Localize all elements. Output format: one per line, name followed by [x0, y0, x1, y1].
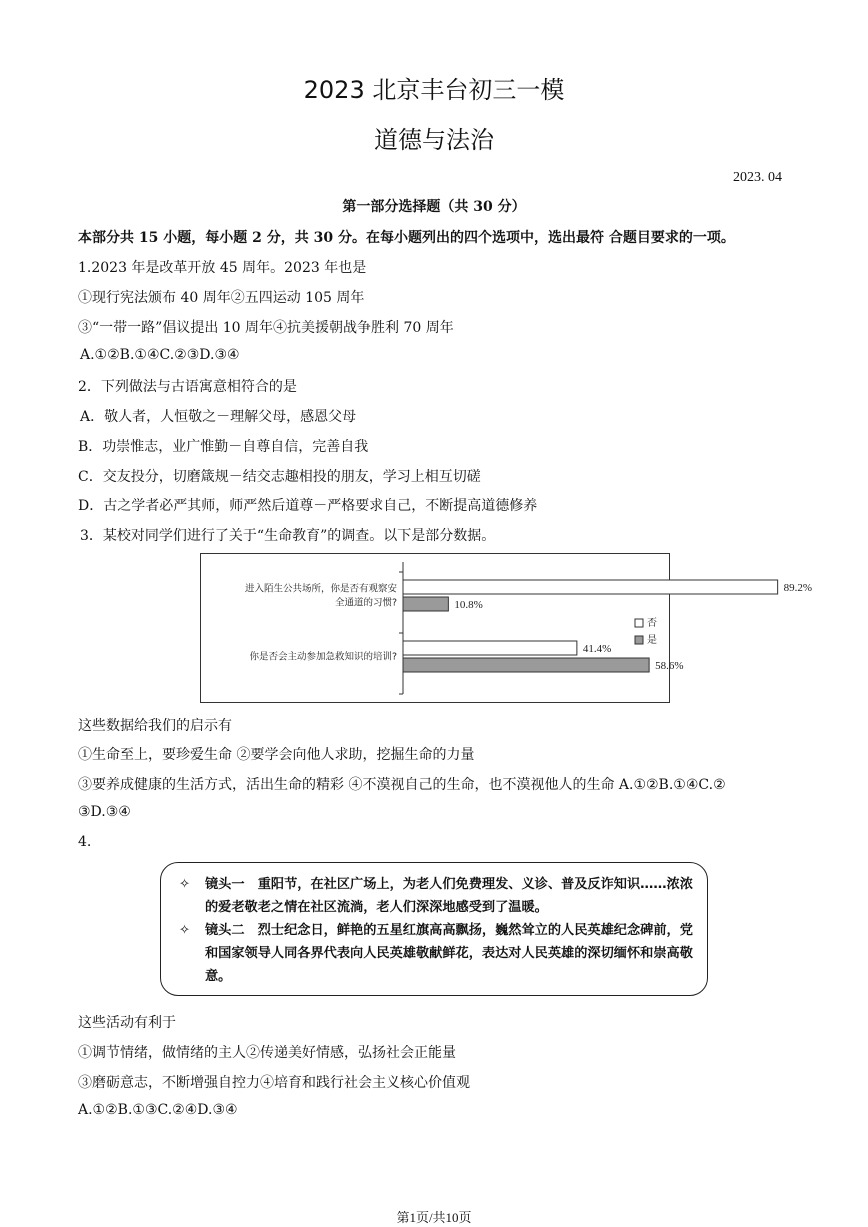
exam-date: 2023. 04: [733, 170, 782, 185]
category-label: 全通道的习惯?: [334, 597, 397, 609]
q1-stem: 1.2023 年是改革开放 45 周年。2023 年也是: [78, 260, 367, 276]
q3-stem: 3．某校对同学们进行了关于“生命教育”的调查。以下是部分数据。: [80, 528, 496, 544]
subject-title: 道德与法治: [374, 126, 494, 154]
legend-label: 否: [647, 618, 657, 629]
q2-stem: 2．下列做法与古语寓意相符合的是: [78, 379, 297, 395]
q4-choices: A.①②B.①③C.②④D.③④: [78, 1102, 238, 1118]
q2-option-c: C．交友投分，切磨箴规－结交志趣相投的朋友，学习上相互切磋: [78, 469, 481, 485]
page-footer: 第1页/共10页: [396, 1210, 472, 1225]
q3-options-line2: ③要养成健康的生活方式，活出生命的精彩 ④不漠视自己的生命，也不漠视他人的生命 A.①②B.①④C.②: [78, 777, 726, 793]
q4-after-box: 这些活动有利于: [78, 1015, 176, 1031]
q2-option-d: D．古之学者必严其师，师严然后道尊－严格要求自己，不断提高道德修养: [78, 498, 538, 514]
bar-value-label: 10.8%: [454, 599, 483, 611]
exam-title: 2023 北京丰台初三一模: [303, 76, 565, 104]
chart-canvas: [201, 554, 813, 702]
survey-bar-chart: [200, 553, 813, 703]
q3-after-chart: 这些数据给我们的启示有: [78, 718, 232, 734]
legend-swatch-否: [635, 619, 643, 627]
bar-否: [403, 641, 577, 655]
diamond-bullet-icon: ✧: [179, 877, 191, 892]
q2-option-a: A．敬人者，人恒敬之－理解父母，感恩父母: [80, 409, 357, 425]
q1-options-line2: ③“一带一路”倡议提出 10 周年④抗美援朝战争胜利 70 周年: [78, 320, 454, 336]
bar-value-label: 41.4%: [582, 643, 612, 655]
legend-swatch-是: [635, 636, 643, 644]
bar-是: [403, 658, 649, 672]
scene-two: [179, 919, 699, 988]
scene-one: [179, 873, 699, 919]
q1-choices: A.①②B.①④C.②③D.③④: [80, 347, 240, 363]
bar-value-label: 89.2%: [783, 582, 813, 594]
q3-options-line1: ①生命至上，要珍爱生命 ②要学会向他人求助，挖掘生命的力量: [78, 747, 475, 763]
diamond-bullet-icon: ✧: [179, 923, 191, 938]
scene-one-text: 镜头一 重阳节，在社区广场上，为老人们免费理发、义诊、普及反诈知识……浓浓的爱老敬老之情在社区流淌，老人们深深地感受到了温暖。: [205, 877, 693, 915]
scene-two-text: 镜头二 烈士纪念日，鲜艳的五星红旗高高飘扬，巍然耸立的人民英雄纪念碑前，党和国家领导人同各界代表向人民英雄敬献鲜花，表达对人民英雄的深切缅怀和崇高敬意。: [205, 923, 693, 984]
bar-否: [403, 580, 778, 594]
section-instructions: 本部分共 15 小题，每小题 2 分，共 30 分。在每小题列出的四个选项中，选出最符 合题目要求的一项。: [78, 230, 735, 246]
q4-options-line1: ①调节情绪，做情绪的主人②传递美好情感，弘扬社会正能量: [78, 1045, 456, 1061]
bar-是: [403, 597, 448, 611]
category-label: 进入陌生公共场所，你是否有观察安: [244, 583, 397, 595]
bar-value-label: 58.6%: [655, 660, 684, 672]
category-label: 你是否会主动参加急救知识的培训?: [249, 651, 397, 663]
q3-options-line3: ③D.③④: [78, 804, 131, 820]
section-title: 第一部分选择题（共 30 分）: [342, 199, 526, 215]
q4-options-line2: ③磨砺意志，不断增强自控力④培育和践行社会主义核心价值观: [78, 1075, 470, 1091]
q2-option-b: B．功崇惟志，业广惟勤－自尊自信，完善自我: [78, 439, 369, 455]
scene-callout-box: [160, 862, 708, 996]
q1-options-line1: ①现行宪法颁布 40 周年②五四运动 105 周年: [78, 290, 365, 306]
legend-label: 是: [647, 635, 657, 646]
q4-number: 4.: [78, 834, 92, 850]
